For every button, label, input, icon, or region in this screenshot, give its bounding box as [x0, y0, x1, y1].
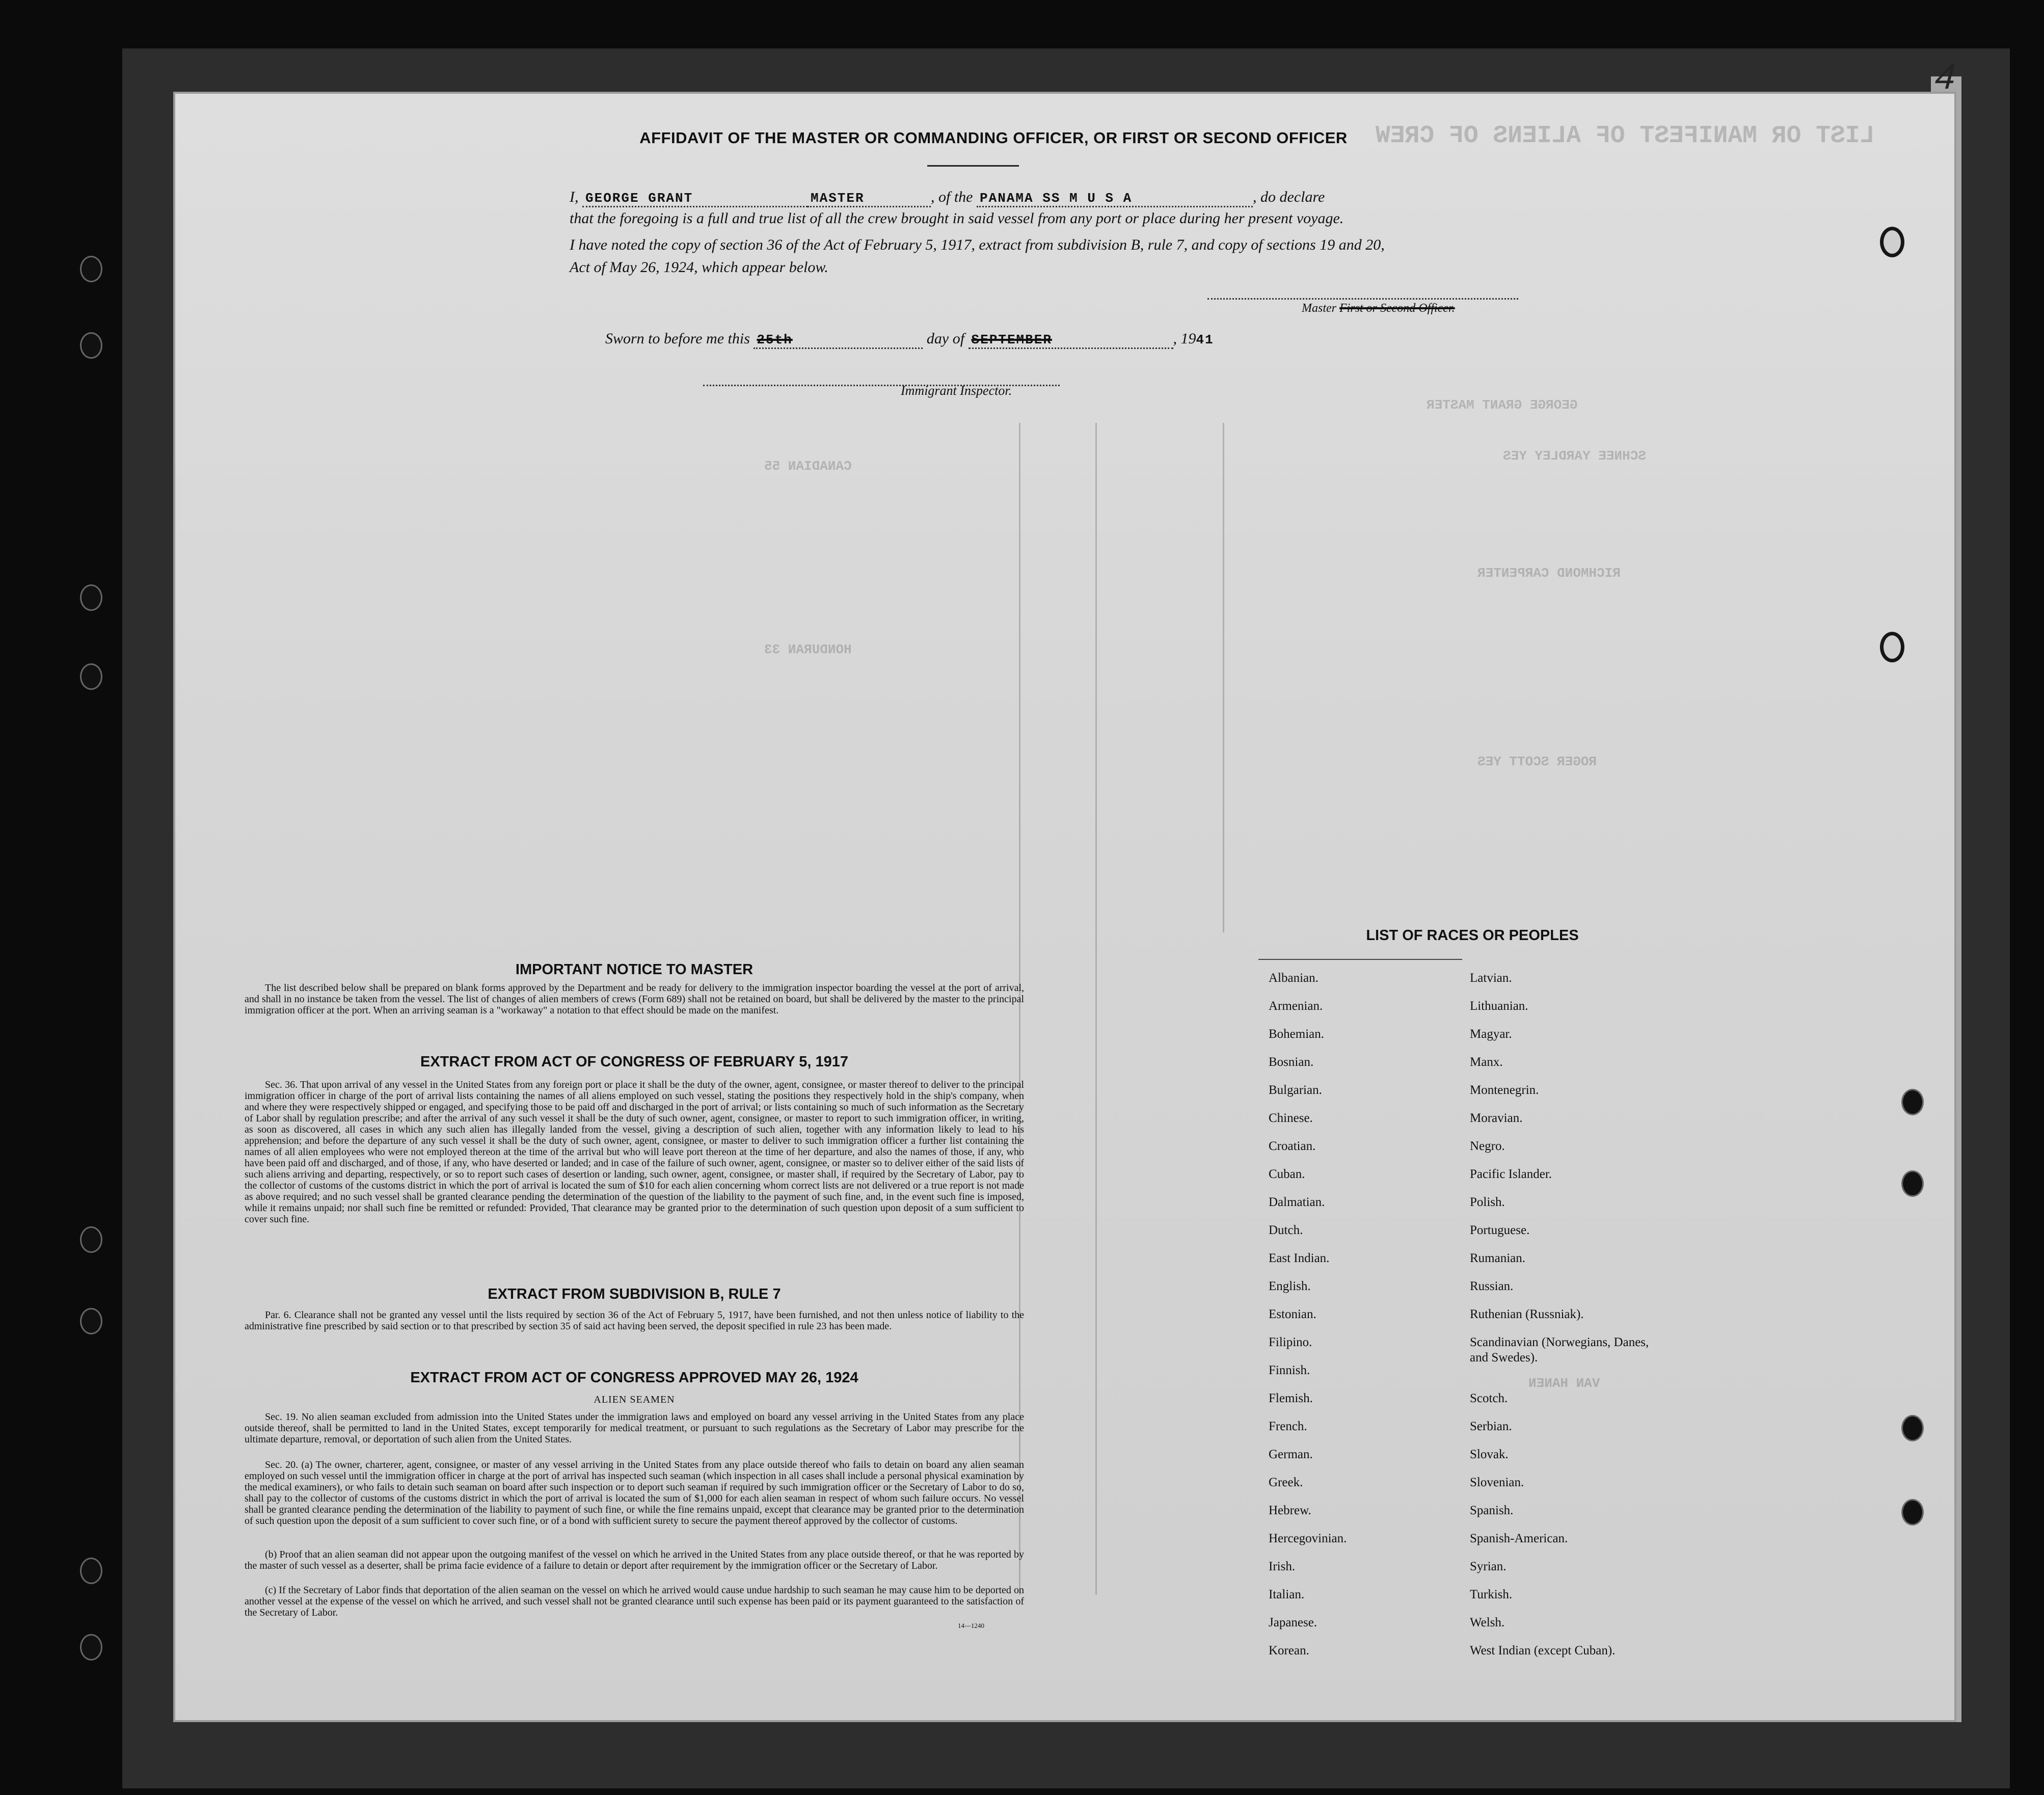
race-item: Japanese. — [1269, 1616, 1317, 1629]
section-19-text: Sec. 19. No alien seaman excluded from admission into the United States under the immigration laws and employed on board any vessel arriving in the United States from any place outside thereof, shall be permitted to land in the United States, except temporarily for medical treatment, or pursuant to such regulations as the Secretary of Labor may prescribe for the ultimate departure, removal, or deportation of such alien from the United States. — [245, 1411, 1024, 1445]
day-of-text: day of — [926, 330, 965, 347]
show-through-text: CANADIAN 55 — [764, 459, 852, 474]
section-20b-text: (b) Proof that an alien seaman did not appear upon the outgoing manifest of the vessel on which he arrived in the United States from any place outside thereof, or that he was reported by the master of such vessel as a deserter, shall be prima facie evidence of a failure to detain or deport after requirement by the immigration officer or the Secretary of Labor. — [245, 1549, 1024, 1571]
race-item: Russian. — [1470, 1279, 1514, 1293]
binder-hole — [1880, 632, 1904, 662]
binder-hole — [1903, 1172, 1922, 1195]
race-item: Chinese. — [1269, 1111, 1313, 1125]
do-declare-text: , do declare — [1253, 189, 1325, 205]
race-item: Magyar. — [1470, 1027, 1512, 1041]
officer-name-field — [582, 189, 808, 207]
binder-hole — [82, 586, 101, 609]
show-through-text: HONDURAN 33 — [764, 642, 852, 657]
race-item: Ruthenian (Russniak). — [1470, 1307, 1584, 1321]
show-through-text: GEORGE GRANT MASTER — [1427, 397, 1578, 413]
affidavit-prefix: I, — [570, 189, 579, 205]
binder-hole — [1880, 227, 1904, 257]
race-item: Bosnian. — [1269, 1055, 1314, 1069]
extract-1924-title: EXTRACT FROM ACT OF CONGRESS APPROVED MAY 26, 1924 — [410, 1370, 858, 1386]
show-through-rule — [1223, 423, 1224, 932]
sworn-line — [605, 330, 1214, 349]
races-column-left — [1269, 971, 1347, 1671]
title-underline — [927, 165, 1019, 167]
extract-rule7-title: EXTRACT FROM SUBDIVISION B, RULE 7 — [488, 1286, 781, 1302]
binder-hole — [82, 1559, 101, 1583]
race-item: East Indian. — [1269, 1251, 1330, 1265]
race-item: Dutch. — [1269, 1223, 1303, 1237]
race-item: Greek. — [1269, 1476, 1303, 1489]
inspector-label: Immigrant Inspector. — [901, 383, 1012, 398]
show-through-text: LIST OR MANIFEST OF ALIENS OF CREW — [1376, 122, 1875, 150]
races-underline — [1258, 959, 1462, 960]
race-item: Finnish. — [1269, 1363, 1310, 1377]
show-through-text: SCHNEE YARDLEY YES — [1503, 448, 1646, 464]
race-item: Armenian. — [1269, 999, 1323, 1013]
race-item: Latvian. — [1470, 971, 1512, 985]
vessel-name: PANAMA SS M U S A — [980, 191, 1133, 206]
notice-text: The list described below shall be prepared on blank forms approved by the Department and be ready for delivery to the immigration inspector boarding the vessel at the port of arrival, and shall in no instance be taken from the vessel. The list of changes of alien members of crews (Form 689) shall not be retained on board, but shall be delivered by the master to the principal immigration officer at the port. When an arriving seaman is a "workaway" a notation to that effect should be made on the manifest. — [245, 982, 1024, 1016]
race-item: Italian. — [1269, 1588, 1305, 1601]
show-through-rule — [1095, 423, 1097, 1595]
struck-officer-label: First or Second Officer. — [1339, 302, 1455, 315]
race-item: Korean. — [1269, 1644, 1309, 1657]
sworn-prefix: Sworn to before me this — [605, 330, 750, 347]
race-item: Slovenian. — [1470, 1476, 1524, 1489]
race-item: Dalmatian. — [1269, 1195, 1325, 1209]
form-number: 14—1240 — [958, 1622, 984, 1629]
affidavit-line-1 — [570, 189, 1325, 207]
sworn-year: 41 — [1196, 332, 1214, 347]
race-item: Pacific Islander. — [1470, 1167, 1552, 1181]
binder-hole — [1903, 1416, 1922, 1440]
binder-hole — [82, 1228, 101, 1251]
binder-hole — [82, 1309, 101, 1333]
extract-1917-text: Sec. 36. That upon arrival of any vessel in the United States from any foreign port or place it shall be the duty of the owner, agent, consignee, or master thereof to deliver to the principal immigration officer in charge of the port of arrival lists containing the names of all aliens employed on such vessel, stating the positions they respectively hold in the ship's company, when and where they were respectively shipped or engaged, and specifying those to be paid off and discharged in the port of arrival; or lists containing so much of such information as the Secretary of Labor shall by regulation prescribe; and after the arrival of any such vessel it shall be the duty of such owner, agent, consignee, or master to report to such immigration officer, in writing, as soon as discovered, all cases in which any such alien has illegally landed from the vessel, giving a description of such alien, together with any information likely to lead to his apprehension; and before the departure of any such vessel it shall be the duty of such owner, agent, consignee, or master to deliver to such immigration officer a further list containing the names of all alien employees who were not employed thereon at the time of the arrival but who will leave port thereon at the time of her departure, and also the names of those, if any, who have been paid off and discharged, and of those, if any, who have deserted or landed; and in case of the failure of such owner, agent, consignee, or master so to deliver either of the said lists of such aliens arriving and departing, respectively, or so to report such cases of desertion or landing, such owner, agent, consignee, or master shall, if required by the Secretary of Labor, pay to the collector of customs of the customs district in which the port of arrival is located the sum of $10 for each alien concerning whom correct lists are not delivered or a true report is not made as above required; and no such vessel shall be granted clearance pending the determination of the question of the liability to the payment of such fine, and, in the event such fine is imposed, while it remains unpaid; nor shall such fine be remitted or refunded: Provided, That clearance may be granted prior to the determination of such question upon deposit of a sum sufficient to cover such fine. — [245, 1079, 1024, 1225]
race-item: Spanish-American. — [1470, 1532, 1568, 1545]
alien-seamen-subtitle: ALIEN SEAMEN — [594, 1394, 675, 1405]
race-item: Scandinavian (Norwegians, Danes, and Swedes). — [1470, 1335, 1649, 1364]
show-through-text: ROGER SCOTT YES — [1477, 754, 1597, 769]
binder-hole — [82, 1636, 101, 1659]
affidavit-line-2: that the foregoing is a full and true list of all the crew brought in said vessel from any port or place during her present voyage. — [570, 210, 1344, 227]
page-corner-mark: 4 — [1930, 57, 1961, 96]
extract-1917-title: EXTRACT FROM ACT OF CONGRESS OF FEBRUARY 5, 1917 — [420, 1054, 849, 1070]
race-item: Estonian. — [1269, 1307, 1316, 1321]
race-item: Spanish. — [1470, 1504, 1514, 1517]
race-item: Slovak. — [1470, 1448, 1509, 1461]
race-item: Welsh. — [1470, 1616, 1505, 1629]
race-item: Scotch. — [1470, 1391, 1508, 1405]
races-column-right — [1470, 971, 1669, 1671]
race-item: Manx. — [1470, 1055, 1503, 1069]
race-item: French. — [1269, 1419, 1307, 1433]
race-item: Portuguese. — [1470, 1223, 1530, 1237]
race-item: Moravian. — [1470, 1111, 1523, 1125]
year-prefix: , 19 — [1173, 330, 1196, 347]
race-item: Negro. — [1470, 1139, 1505, 1153]
signature-caption — [1302, 302, 1455, 315]
show-through-text: RICHMOND CARPENTER — [1477, 566, 1621, 581]
race-item: English. — [1269, 1279, 1311, 1293]
affidavit-line-4: Act of May 26, 1924, which appear below. — [570, 259, 828, 276]
signature-line — [1207, 298, 1518, 300]
binder-hole — [1903, 1090, 1922, 1114]
race-item: Irish. — [1269, 1560, 1296, 1573]
races-title: LIST OF RACES OR PEOPLES — [1366, 927, 1579, 944]
sworn-day: 25th — [757, 332, 793, 347]
binder-hole — [82, 665, 101, 688]
race-item: Rumanian. — [1470, 1251, 1526, 1265]
race-item: Bohemian. — [1269, 1027, 1325, 1041]
race-item: Cuban. — [1269, 1167, 1305, 1181]
of-the-text: , of the — [931, 189, 973, 205]
sworn-day-field — [754, 330, 923, 349]
race-item: Lithuanian. — [1470, 999, 1528, 1013]
race-item: Filipino. — [1269, 1335, 1312, 1349]
race-item: Hebrew. — [1269, 1504, 1311, 1517]
race-item: Montenegrin. — [1470, 1083, 1539, 1097]
race-item: Serbian. — [1470, 1419, 1512, 1433]
race-item: Bulgarian. — [1269, 1083, 1322, 1097]
race-item: Polish. — [1470, 1195, 1505, 1209]
race-item: Flemish. — [1269, 1391, 1313, 1405]
officer-name: GEORGE GRANT — [585, 191, 693, 206]
race-item: Hercegovinian. — [1269, 1532, 1347, 1545]
vessel-name-field — [977, 189, 1253, 207]
binder-hole — [82, 257, 101, 281]
officer-rank: MASTER — [811, 191, 865, 206]
race-item: West Indian (except Cuban). — [1470, 1644, 1616, 1657]
section-20c-text: (c) If the Secretary of Labor finds that deportation of the alien seaman on the vessel on which he arrived would cause undue hardship to such seaman he may cause him to be deported on another vessel at the expense of the vessel on which he arrived, and such vessel shall not be granted clearance until such expense has been paid or its payment guaranteed to the satisfaction of the Secretary of Labor. — [245, 1585, 1024, 1618]
sworn-month: SEPTEMBER — [971, 332, 1052, 347]
affidavit-title: AFFIDAVIT OF THE MASTER OR COMMANDING OFFICER, OR FIRST OR SECOND OFFICER — [639, 129, 1348, 147]
binder-hole — [82, 334, 101, 357]
race-item: Syrian. — [1470, 1560, 1507, 1573]
race-item: Turkish. — [1470, 1588, 1513, 1601]
master-label: Master — [1302, 302, 1336, 315]
extract-rule7-text: Par. 6. Clearance shall not be granted any vessel until the lists required by section 36 of the Act of February 5, 1917, have been furnished, and not then unless notice of liability to the administrative fine prescribed by said section or to that prescribed by section 35 of said act having been served, the deposit specified in rule 23 has been made. — [245, 1309, 1024, 1332]
race-item: German. — [1269, 1448, 1313, 1461]
race-item: Albanian. — [1269, 971, 1319, 985]
affidavit-line-3: I have noted the copy of section 36 of the Act of February 5, 1917, extract from subdivision B, rule 7, and copy of sections 19 and 20, — [570, 236, 1385, 253]
show-through-text: VAN HANEN — [1528, 1376, 1600, 1391]
notice-title: IMPORTANT NOTICE TO MASTER — [515, 961, 754, 978]
section-20a-text: Sec. 20. (a) The owner, charterer, agent, consignee, or master of any vessel arriving in the United States from any place outside thereof who fails to detain on board any alien seaman employed on such vessel until the immigration officer in charge at the port of arrival has inspected such seaman (which inspection in all cases shall include a personal physical examination by the medical examiners), or who fails to detain such seaman on board after such inspection or to deport such seaman if required by such immigration officer or the Secretary of Labor to do so, shall pay to the collector of customs of the customs district in which the port of arrival is located the sum of $1,000 for each alien seaman in respect of whom such failure occurs. No vessel shall be granted clearance pending the determination of the liability to payment of such fine, or while the fine remains unpaid, except that clearance may be granted prior to the determination of such question upon the deposit of a sum sufficient to cover such fine, or of a bond with sufficient surety to secure the payment thereof approved by the collector of customs. — [245, 1459, 1024, 1526]
race-item: Croatian. — [1269, 1139, 1316, 1153]
binder-hole — [1903, 1501, 1922, 1524]
officer-rank-field — [808, 189, 931, 207]
sworn-month-field — [969, 330, 1173, 349]
